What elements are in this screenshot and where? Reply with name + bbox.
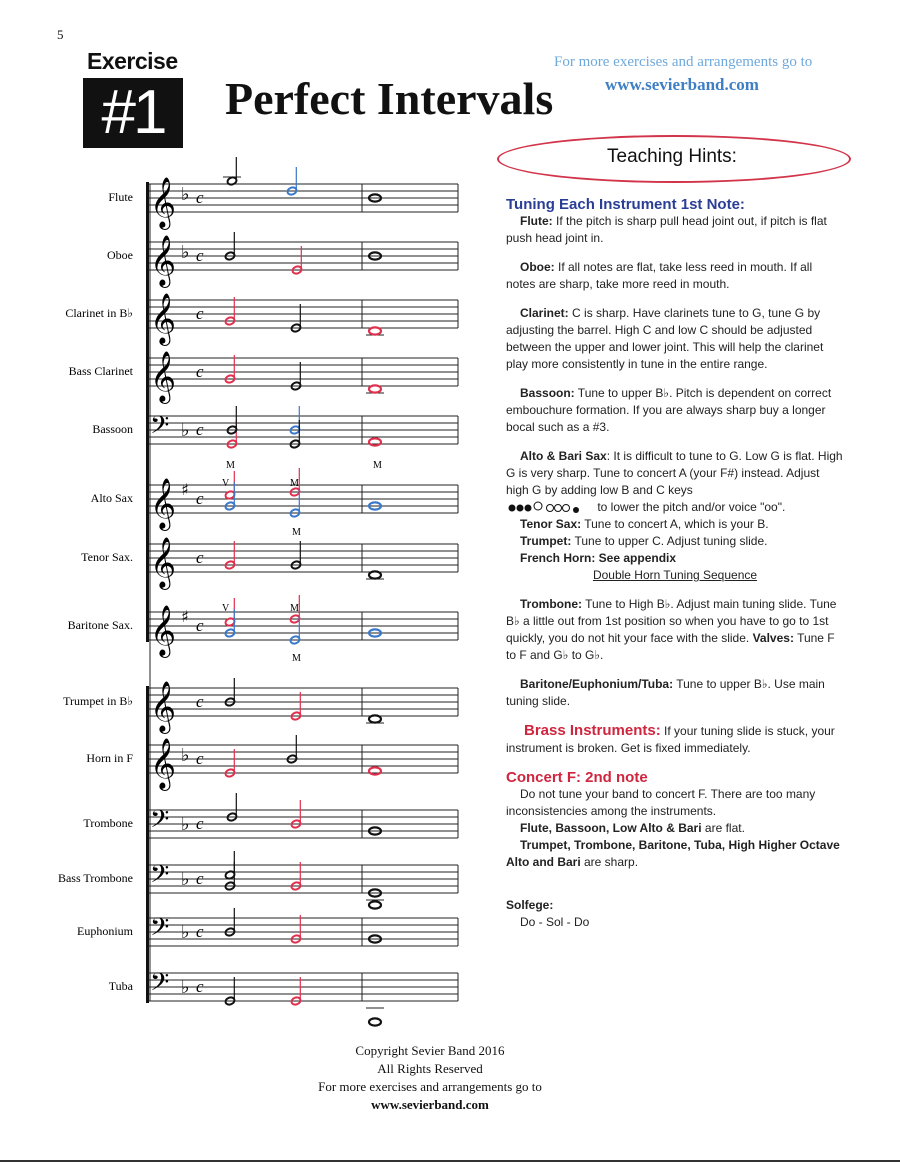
staff-4 bbox=[148, 358, 458, 386]
instrument-label: Alto Sax bbox=[90, 491, 133, 505]
time-signature: c bbox=[196, 692, 204, 711]
staff-2 bbox=[148, 242, 458, 270]
staff-5 bbox=[148, 416, 458, 444]
footer-copyright: Copyright Sevier Band 2016 bbox=[355, 1043, 505, 1058]
instrument-label: Trombone bbox=[83, 816, 133, 830]
time-signature: c bbox=[196, 616, 204, 635]
staff-3 bbox=[148, 300, 458, 328]
time-signature: c bbox=[196, 977, 204, 996]
time-signature: c bbox=[196, 246, 204, 265]
hint-baritone: Baritone/Euphonium/Tuba: Tune to upper B♭. Use main tuning slide. bbox=[506, 677, 825, 708]
hint-tenor-sax: Tenor Sax: Tune to concert A, which is your B. bbox=[520, 517, 769, 531]
fingering-annotation: M bbox=[292, 527, 301, 538]
key-signature-flat-icon: ♭ bbox=[181, 869, 190, 890]
instrument-label: Baritone Sax. bbox=[67, 618, 133, 632]
staff-1 bbox=[148, 184, 458, 212]
bass-clef-icon: 𝄢 bbox=[150, 968, 170, 1003]
footer-rights: All Rights Reserved bbox=[377, 1061, 483, 1076]
hint-clarinet: Clarinet: C is sharp. Have clarinets tune to G, tune G by adjusting the barrel. High C and low C should be adjusted between the upper and lower joint. This will help the clarinet play more consistently in tune in the entire range. bbox=[506, 306, 824, 371]
key-signature-flat-icon: ♭ bbox=[181, 922, 190, 943]
teaching-hints-title: Teaching Hints: bbox=[607, 146, 737, 167]
woodwind-bracket bbox=[146, 182, 149, 642]
time-signature: c bbox=[196, 304, 204, 323]
fingering-annotation: M bbox=[226, 460, 235, 471]
key-signature-flat-icon: ♭ bbox=[181, 814, 190, 835]
staff-9 bbox=[148, 688, 458, 716]
hint-oboe: Oboe: If all notes are flat, take less reed in mouth. If all notes are sharp, take more reed in mouth. bbox=[506, 260, 813, 291]
bass-clef-icon: 𝄢 bbox=[150, 913, 170, 948]
whole-note bbox=[369, 385, 381, 392]
whole-note bbox=[369, 901, 381, 908]
instrument-label: Clarinet in B♭ bbox=[65, 306, 133, 320]
instrument-label: Tuba bbox=[108, 979, 133, 993]
treble-clef-icon: 𝄞 bbox=[150, 681, 177, 732]
instrument-label: Bassoon bbox=[92, 422, 133, 436]
hint-brass: Brass Instruments: If your tuning slide is stuck, your instrument is broken. Get is fixed immediately. bbox=[506, 722, 835, 755]
fingering-annotation: M bbox=[290, 603, 299, 614]
exercise-label: Exercise bbox=[87, 48, 178, 74]
treble-clef-icon: 𝄞 bbox=[150, 738, 177, 789]
whole-note bbox=[369, 715, 381, 722]
sax-fingering-diagram-icon bbox=[506, 501, 594, 515]
time-signature: c bbox=[196, 922, 204, 941]
treble-clef-icon: 𝄞 bbox=[150, 177, 177, 228]
instrument-label: Flute bbox=[108, 190, 133, 204]
bass-clef-icon: 𝄢 bbox=[150, 860, 170, 895]
treble-clef-icon: 𝄞 bbox=[150, 351, 177, 402]
hint-sharp-instruments: Trumpet, Trombone, Baritone, Tuba, High Higher Octave Alto and Bari are sharp. bbox=[506, 838, 840, 869]
staff-14 bbox=[148, 973, 458, 1001]
staff-6 bbox=[148, 485, 458, 513]
instrument-label: Trumpet in B♭ bbox=[63, 694, 133, 708]
fingering-annotation: V bbox=[222, 603, 230, 614]
whole-note bbox=[369, 1018, 381, 1025]
instrument-label: Oboe bbox=[107, 248, 133, 262]
teaching-hints-panel bbox=[506, 196, 844, 931]
bass-clef-icon: 𝄢 bbox=[150, 805, 170, 840]
treble-clef-icon: 𝄞 bbox=[150, 605, 177, 656]
page-title: Perfect Intervals bbox=[225, 73, 554, 124]
bass-clef-icon: 𝄢 bbox=[150, 411, 170, 446]
exercise-number-badge: #1 bbox=[83, 78, 183, 148]
concert-f-heading: Concert F: 2nd note bbox=[506, 769, 648, 786]
treble-clef-icon: 𝄞 bbox=[150, 537, 177, 588]
fingering-annotation: M bbox=[290, 478, 299, 489]
hint-flute: Flute: If the pitch is sharp pull head joint out, if pitch is flat push head joint in. bbox=[506, 214, 827, 245]
key-signature-flat-icon: ♭ bbox=[181, 420, 190, 441]
staff-12 bbox=[148, 865, 458, 893]
footer-promo: For more exercises and arrangements go to bbox=[318, 1079, 542, 1094]
key-signature-flat-icon: ♭ bbox=[181, 242, 190, 263]
instrument-label: Tenor Sax. bbox=[81, 550, 133, 564]
score-system bbox=[0, 0, 495, 1040]
key-signature-flat-icon: ♭ bbox=[181, 745, 190, 766]
footer-url[interactable]: www.sevierband.com bbox=[371, 1097, 489, 1112]
horn-tuning-link[interactable]: Double Horn Tuning Sequence bbox=[592, 568, 758, 582]
time-signature: c bbox=[196, 749, 204, 768]
hint-concert-f: Do not tune your band to concert F. There are too many inconsistencies among the instruments. bbox=[506, 787, 816, 818]
staff-8 bbox=[148, 612, 458, 640]
hint-trumpet: Trumpet: Tune to upper C. Adjust tuning slide. bbox=[520, 534, 768, 548]
hint-french-horn: French Horn: See appendix bbox=[520, 551, 677, 565]
time-signature: c bbox=[196, 814, 204, 833]
hint-trombone: Trombone: Tune to High B♭. Adjust main tuning slide. Tune B♭ a little out from 1st position so when you have to go to 1st quickly, you do not hit your face with the slide. Valves: Tune F to F and G♭ to G♭. bbox=[506, 597, 837, 662]
treble-clef-icon: 𝄞 bbox=[150, 235, 177, 286]
brass-bracket bbox=[146, 686, 149, 1003]
instrument-label: Bass Clarinet bbox=[68, 364, 133, 378]
time-signature: c bbox=[196, 420, 204, 439]
key-signature-flat-icon: ♭ bbox=[181, 184, 190, 205]
whole-note bbox=[369, 571, 381, 578]
header-promo-text: For more exercises and arrangements go to bbox=[554, 54, 813, 70]
solfege-text: Do - Sol - Do bbox=[520, 915, 590, 929]
footer bbox=[0, 1042, 860, 1114]
treble-clef-icon: 𝄞 bbox=[150, 478, 177, 529]
whole-note bbox=[369, 767, 381, 774]
key-signature-flat-icon: ♭ bbox=[181, 977, 190, 998]
hint-flat-instruments: Flute, Bassoon, Low Alto & Bari are flat. bbox=[520, 821, 745, 835]
whole-note bbox=[369, 327, 381, 334]
key-signature-sharp-icon: ♯ bbox=[181, 607, 189, 626]
whole-note bbox=[369, 438, 381, 445]
header-promo-link[interactable]: www.sevierband.com bbox=[605, 75, 759, 94]
fingering-annotation: M bbox=[373, 460, 382, 471]
time-signature: c bbox=[196, 188, 204, 207]
instrument-label: Bass Trombone bbox=[57, 871, 133, 885]
page-number: 5 bbox=[57, 27, 64, 42]
fingering-annotation: M bbox=[292, 653, 301, 664]
staff-11 bbox=[148, 810, 458, 838]
time-signature: c bbox=[196, 548, 204, 567]
staff-7 bbox=[148, 544, 458, 572]
staff-10 bbox=[148, 745, 458, 773]
time-signature: c bbox=[196, 362, 204, 381]
solfege-label: Solfege: bbox=[506, 898, 554, 912]
hint-alto-bari: Alto & Bari Sax: It is difficult to tune to G. Low G is flat. High G is very sharp. Tune to concert A (your F#) instead. Adjust high G by adding low B and C keys bbox=[506, 449, 843, 497]
time-signature: c bbox=[196, 489, 204, 508]
fingering-annotation: V bbox=[222, 478, 230, 489]
page-bottom-rule bbox=[0, 1160, 900, 1162]
key-signature-sharp-icon: ♯ bbox=[181, 480, 189, 499]
instrument-label: Euphonium bbox=[77, 924, 133, 938]
hint-alto-bari-keys: to lower the pitch and/or voice "oo". bbox=[506, 499, 844, 516]
staff-13 bbox=[148, 918, 458, 946]
time-signature: c bbox=[196, 869, 204, 888]
tuning-heading: Tuning Each Instrument 1st Note: bbox=[506, 196, 745, 213]
treble-clef-icon: 𝄞 bbox=[150, 293, 177, 344]
instrument-label: Horn in F bbox=[86, 751, 133, 765]
hint-bassoon: Bassoon: Tune to upper B♭. Pitch is dependent on correct embouchure formation. If you are always sharp buy a longer bocal such as a #3. bbox=[506, 386, 832, 434]
